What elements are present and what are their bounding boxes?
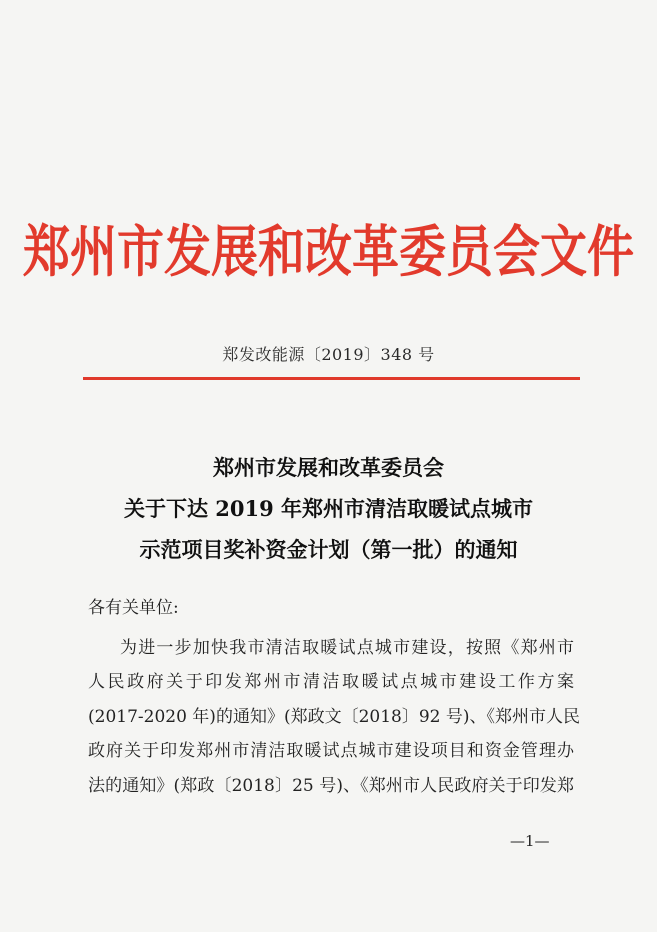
page-number: —1— (510, 832, 550, 850)
notice-title-line-2: 关于下达 2019 年郑州市清洁取暖试点城市 (123, 496, 534, 521)
red-divider-line (83, 377, 580, 380)
salutation: 各有关单位: (88, 598, 179, 618)
notice-title-line-1: 郑州市发展和改革委员会 (213, 455, 444, 480)
document-masthead: 郑州市发展和改革委员会文件 (23, 220, 634, 286)
body-text-line: 政府关于印发郑州市清洁取暖试点城市建设项目和资金管理办 (88, 741, 574, 761)
body-text-line: 人民政府关于印发郑州市清洁取暖试点城市建设工作方案 (88, 672, 574, 692)
body-text-line: (2017-2020 年)的通知》(郑政文〔2018〕92 号)、《郑州市人民 (88, 707, 581, 727)
body-text-line: 法的通知》(郑政〔2018〕25 号)、《郑州市人民政府关于印发郑 (88, 776, 574, 796)
body-text-line: 为进一步加快我市清洁取暖试点城市建设，按照《郑州市 (120, 638, 574, 658)
document-number: 郑发改能源〔2019〕348 号 (222, 345, 435, 364)
notice-title-line-3: 示范项目奖补资金计划（第一批）的通知 (139, 537, 518, 562)
